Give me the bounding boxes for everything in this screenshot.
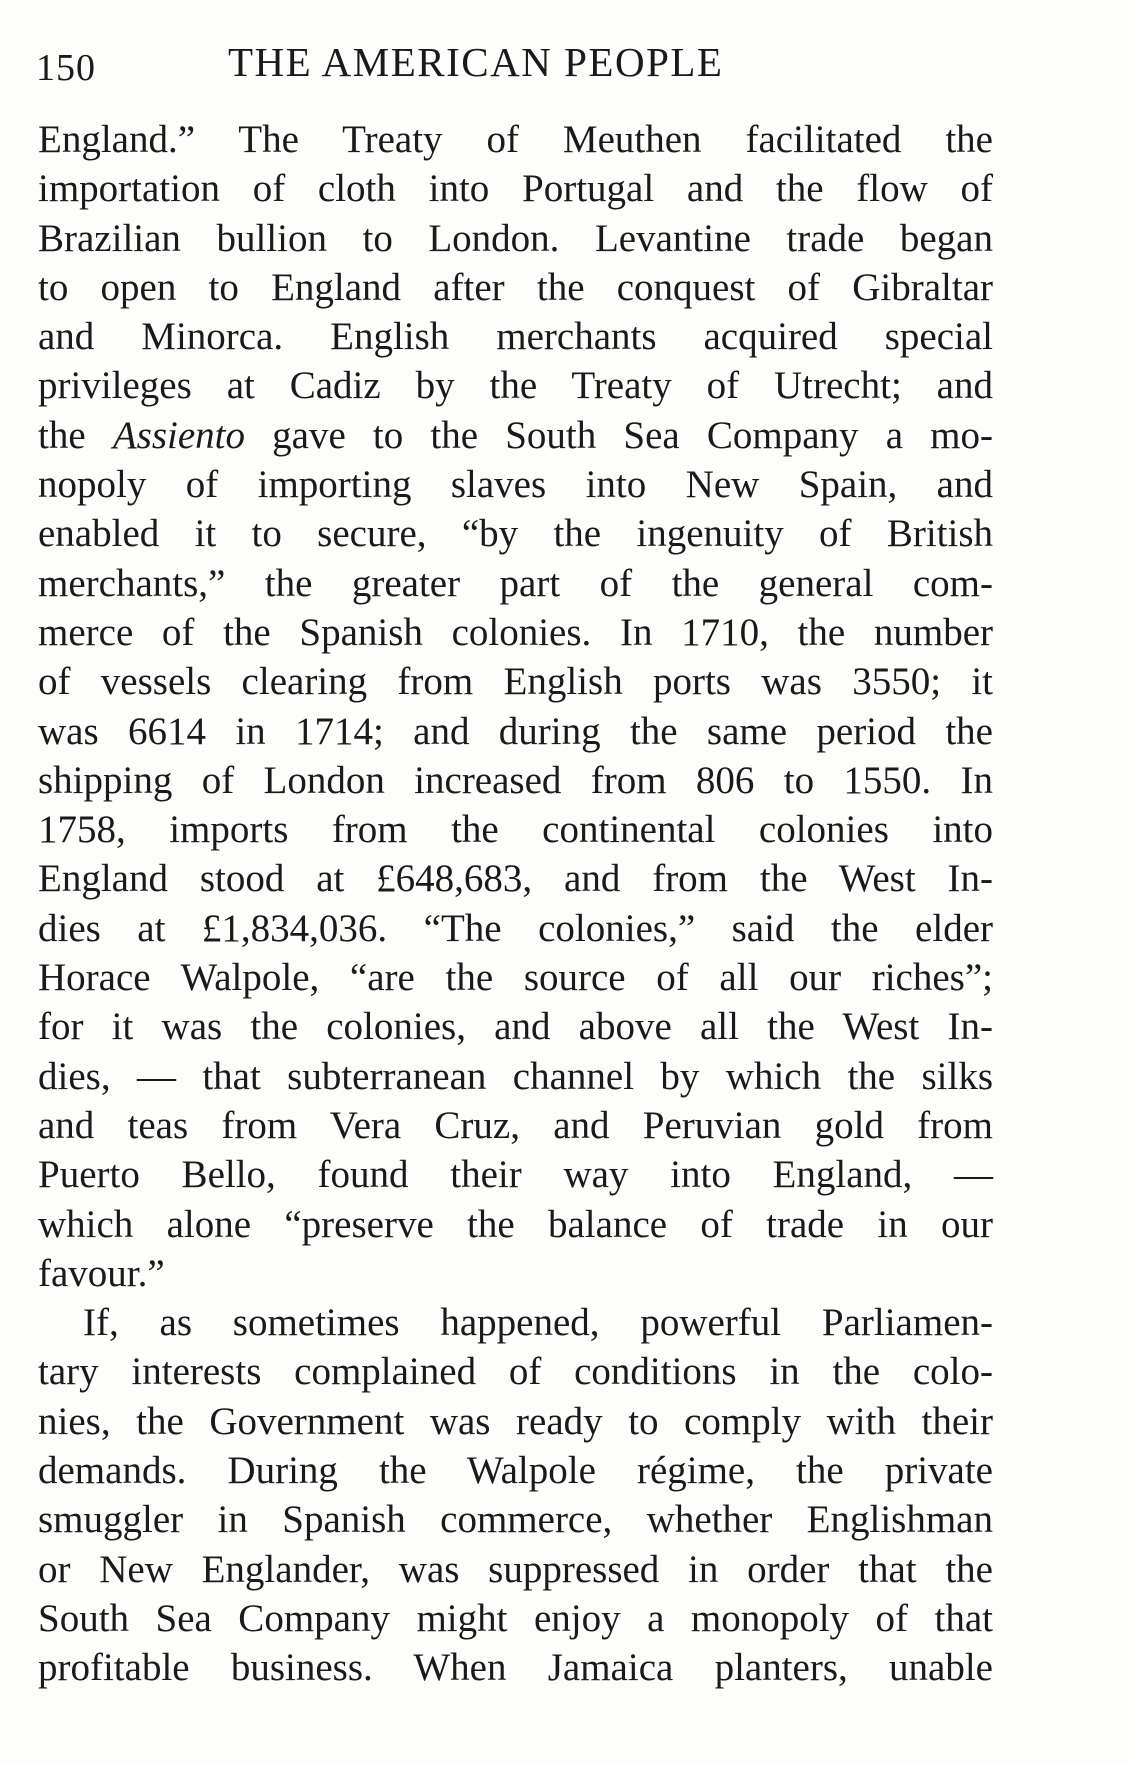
text-line: or New Englander, was suppressed in order that the: [38, 1547, 993, 1591]
text-line: merce of the Spanish colonies. In 1710, the number: [38, 610, 993, 654]
text-line-with-italic: [38, 411, 993, 460]
text-line: merchants,” the greater part of the general com-: [38, 561, 993, 605]
text-line: which alone “preserve the balance of trade in our: [38, 1202, 993, 1246]
text-line: Horace Walpole, “are the source of all our riches”;: [38, 956, 993, 1000]
text-line: England.” The Treaty of Meuthen facilitated the: [38, 118, 993, 161]
text-line: smuggler in Spanish commerce, whether Englishman: [38, 1498, 993, 1542]
text-line: demands. During the Walpole régime, the private: [38, 1449, 993, 1493]
text-line: If, as sometimes happened, powerful Parliamen-: [83, 1301, 993, 1345]
text-line: and teas from Vera Cruz, and Peruvian gold from: [38, 1103, 993, 1147]
text-line: nies, the Government was ready to comply with their: [38, 1399, 993, 1443]
text-line: favour.”: [38, 1251, 165, 1295]
text-line: tary interests complained of conditions in the colo-: [38, 1350, 993, 1394]
text-line: of vessels clearing from English ports was 3550; it: [38, 660, 993, 704]
text-line: privileges at Cadiz by the Treaty of Utrecht; and: [38, 364, 993, 408]
text-line: to open to England after the conquest of Gibraltar: [38, 265, 993, 309]
body-text: [38, 115, 993, 1693]
text-line: Puerto Bello, found their way into England, —: [38, 1153, 993, 1197]
text-line: Brazilian bullion to London. Levantine trade began: [38, 216, 993, 260]
text-line: shipping of London increased from 806 to 1550. In: [38, 758, 993, 802]
page-number: 150: [36, 47, 96, 89]
paragraph-1: [38, 115, 993, 1298]
text-line: was 6614 in 1714; and during the same period the: [38, 709, 993, 753]
italic-term-assiento: Assiento: [112, 413, 245, 457]
text-line: dies at £1,834,036. “The colonies,” said the elder: [38, 906, 993, 950]
text-line: and Minorca. English merchants acquired special: [38, 315, 993, 359]
text-line: profitable business. When Jamaica planters, unable: [38, 1646, 993, 1690]
text-line: for it was the colonies, and above all the West In-: [38, 1005, 993, 1049]
text-fragment: gave to the South Sea Company a mo-: [244, 413, 993, 457]
paragraph-2: [38, 1298, 993, 1692]
text-line: 1758, imports from the continental colonies into: [38, 808, 993, 852]
text-line: nopoly of importing slaves into New Spain, and: [38, 463, 993, 507]
text-line: England stood at £648,683, and from the West In-: [38, 857, 993, 901]
running-title: THE AMERICAN PEOPLE: [228, 39, 724, 85]
text-line: importation of cloth into Portugal and the flow of: [38, 167, 993, 211]
text-fragment: the: [38, 413, 113, 457]
text-line: dies, — that subterranean channel by which the silks: [38, 1054, 993, 1098]
running-head: [36, 38, 1016, 98]
text-line: enabled it to secure, “by the ingenuity of British: [38, 512, 993, 556]
text-line: South Sea Company might enjoy a monopoly of that: [38, 1596, 993, 1640]
